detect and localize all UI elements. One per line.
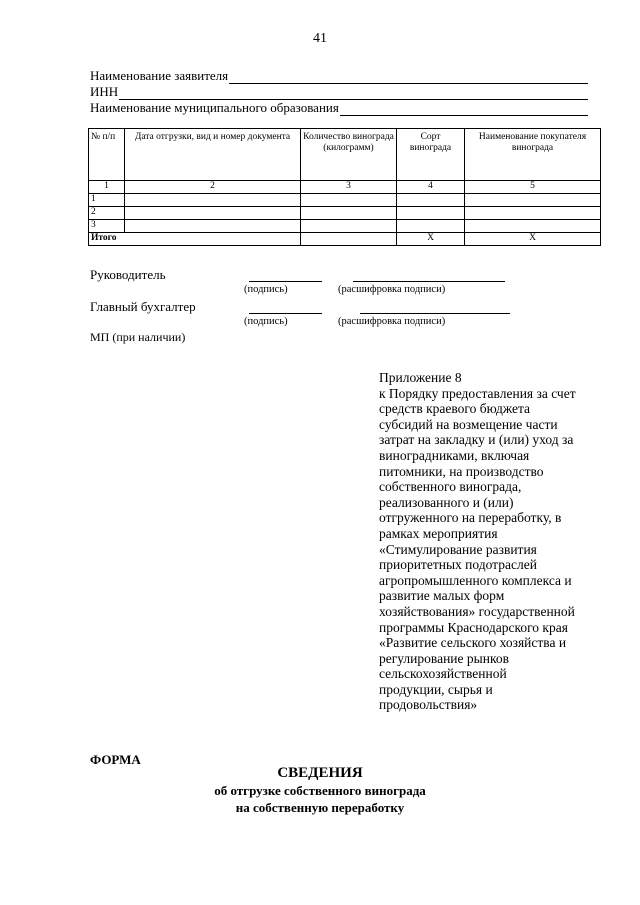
inn-label: ИНН (90, 84, 119, 99)
appendix-line: затрат на закладку и (или) уход за (379, 432, 574, 448)
colnum-3: 3 (301, 181, 397, 194)
appendix-line: рамках мероприятия (379, 525, 498, 541)
appendix-line: регулирование рынков (379, 650, 509, 666)
appendix-line: программы Краснодарского края (379, 619, 568, 635)
head-signature-line[interactable] (249, 280, 322, 282)
total-buyer: X (465, 233, 601, 246)
table-cell[interactable] (397, 220, 465, 233)
seal-label: МП (при наличии) (90, 330, 186, 344)
municipality-label: Наименование муниципального образования (90, 100, 339, 115)
colnum-1: 1 (89, 181, 125, 194)
appendix-line: отгруженного на переработку, в (379, 510, 562, 526)
accountant-decode-caption: (расшифровка подписи) (338, 316, 446, 327)
table-cell[interactable] (125, 207, 301, 220)
appendix-line: развитие малых форм (379, 588, 505, 604)
total-sort: X (397, 233, 465, 246)
table-row (89, 220, 601, 233)
total-label: Итого (89, 233, 301, 246)
appendix-block (379, 370, 609, 713)
header-num: № п/п (89, 129, 125, 181)
appendix-line: продовольствия» (379, 697, 478, 713)
total-row (89, 233, 601, 246)
inn-field[interactable] (90, 84, 588, 100)
table-cell[interactable] (465, 207, 601, 220)
appendix-line: субсидий на возмещение части (379, 416, 558, 432)
colnum-5: 5 (465, 181, 601, 194)
row-number: 3 (89, 220, 125, 233)
municipality-field[interactable] (90, 100, 588, 116)
appendix-line: к Порядку предоставления за счет (379, 385, 576, 401)
colnum-4: 4 (397, 181, 465, 194)
appendix-line: продукции, сырья и (379, 681, 493, 697)
accountant-label: Главный бухгалтер (90, 299, 196, 314)
head-signature-caption: (подпись) (244, 284, 288, 295)
table-cell[interactable] (465, 194, 601, 207)
table-row (89, 207, 601, 220)
header-quantity: Количество винограда (килограмм) (301, 129, 397, 181)
form-label: ФОРМА (90, 752, 141, 767)
row-number: 2 (89, 207, 125, 220)
appendix-line: хозяйствования» государственной (379, 603, 575, 619)
municipality-blank[interactable] (340, 103, 588, 116)
total-quantity[interactable] (301, 233, 397, 246)
table-cell[interactable] (465, 220, 601, 233)
appendix-line: агропромышленного комплекса и (379, 572, 572, 588)
appendix-line: собственного винограда, (379, 479, 522, 495)
head-label: Руководитель (90, 267, 166, 282)
appendix-line: питомники, на производство (379, 463, 544, 479)
appendix-line: сельскохозяйственной (379, 666, 507, 682)
appendix-line: «Развитие сельского хозяйства и (379, 635, 567, 651)
head-decode-line[interactable] (353, 280, 505, 282)
document-subtitle-2: на собственную переработку (235, 800, 405, 815)
table-cell[interactable] (397, 207, 465, 220)
header-date: Дата отгрузки, вид и номер документа (125, 129, 301, 181)
applicant-field[interactable] (90, 68, 588, 84)
applicant-blank[interactable] (229, 71, 588, 84)
header-buyer: Наименование покупателя винограда (465, 129, 601, 181)
row-number: 1 (89, 194, 125, 207)
table-cell[interactable] (301, 194, 397, 207)
applicant-label: Наименование заявителя (90, 68, 229, 83)
colnum-2: 2 (125, 181, 301, 194)
table-cell[interactable] (125, 194, 301, 207)
column-number-row (89, 181, 601, 194)
document-title: СВЕДЕНИЯ (277, 765, 363, 781)
table-row (89, 194, 601, 207)
table-cell[interactable] (301, 207, 397, 220)
head-decode-caption: (расшифровка подписи) (338, 284, 446, 295)
inn-blank[interactable] (119, 87, 588, 100)
appendix-line: приоритетных подотраслей (379, 557, 537, 573)
table-cell[interactable] (125, 220, 301, 233)
accountant-decode-line[interactable] (360, 312, 510, 314)
table-cell[interactable] (301, 220, 397, 233)
appendix-line: средств краевого бюджета (379, 401, 531, 417)
page-number: 41 (313, 31, 327, 46)
header-sort: Сорт винограда (397, 129, 465, 181)
document-subtitle-1: об отгрузке собственного винограда (214, 783, 426, 798)
appendix-line: «Стимулирование развития (379, 541, 537, 557)
appendix-line: виноградниками, включая (379, 447, 530, 463)
shipment-table (88, 128, 601, 246)
appendix-text (379, 386, 609, 713)
table-header-row (89, 129, 601, 181)
accountant-signature-line[interactable] (249, 312, 322, 314)
table-cell[interactable] (397, 194, 465, 207)
appendix-title: Приложение 8 (379, 370, 462, 385)
appendix-line: реализованного и (или) (379, 494, 514, 510)
accountant-signature-caption: (подпись) (244, 316, 288, 327)
